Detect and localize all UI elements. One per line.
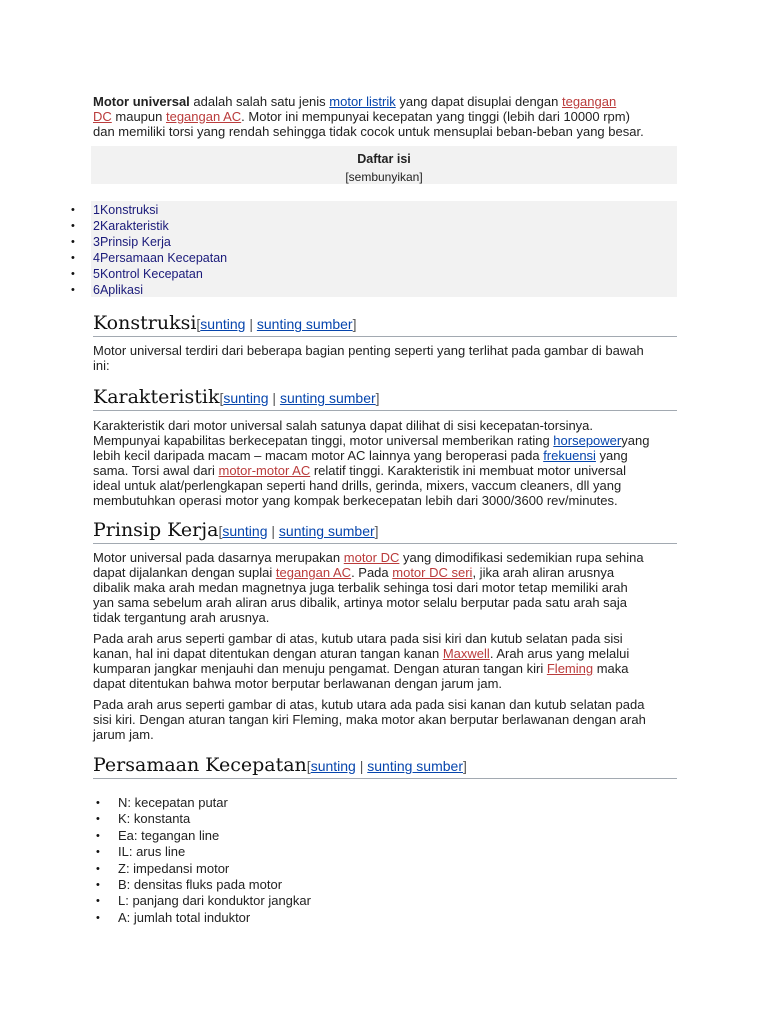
link-tegangan-dc-part1[interactable]: tegangan [561,94,617,109]
link-horsepower[interactable]: horsepower [553,433,622,448]
prinsip-paragraph-1: Motor universal pada dasarnya merupakan motor DC yang dimodifikasi sedemikian rupa sehina dapat dijalankan dengan suplai tegangan AC. Pada motor DC seri, jika arah aliran arusnya dibalik maka arah medan magnetnya juga terbalik sehinga tosi dari motor tetap memiliki arah yan sama sebelum arah aliran arus dibalik, artinya motor selalu berputar pada satu arah saja tidak tergantung arah arusnya. [93,550,644,625]
link-frekuensi[interactable]: frekuensi [543,448,596,463]
list-item: • Z: impedansi motor [118,861,311,877]
toc-item-aplikasi[interactable]: • 6Aplikasi [93,282,227,298]
link-motor-dc-seri[interactable]: motor DC seri [392,565,473,580]
list-item: • A: jumlah total induktor [118,910,311,926]
edit-link[interactable]: sunting [223,390,269,406]
link-tegangan-ac[interactable]: tegangan AC [275,565,352,580]
edit-links: [sunting | sunting sumber] [196,316,357,332]
link-motor-listrik[interactable]: motor listrik [329,94,396,109]
edit-source-link[interactable]: sunting sumber [256,316,353,332]
edit-link[interactable]: sunting [310,758,356,774]
toc-list [91,201,677,297]
toc-hide-toggle[interactable]: [sembunyikan] [345,170,423,184]
link-maxwell[interactable]: Maxwell [442,646,490,661]
link-tegangan-ac[interactable]: tegangan AC [165,109,242,124]
edit-link[interactable]: sunting [200,316,246,332]
intro-bold-term: Motor universal [93,94,190,109]
list-item: • K: konstanta [118,811,311,827]
karakteristik-paragraph: Karakteristik dari motor universal salah satunya dapat dilihat di sisi kecepatan-torsinya. Mempunyai kapabilitas berkecepatan tinggi, motor universal memberikan rating horsepoweryang lebih kecil daripada macam – macam motor AC lainnya yang beroperasi pada frekuensi yang sama. Torsi awal dari motor-motor AC relatif tinggi. Karakteristik ini membuat motor universal ideal untuk alat/perlengkapan seperti hand drills, gerinda, mixers, vaccum cleaners, dll yang membutuhkan operasi motor yang kompak berkecepatan lebih dari 3000/3600 rev/minutes. [93,418,650,508]
toc-item-karakteristik[interactable]: • 2Karakteristik [93,218,227,234]
link-motor-dc[interactable]: motor DC [343,550,400,565]
toc-item-prinsip-kerja[interactable]: • 3Prinsip Kerja [93,234,227,250]
toc-item-kontrol-kecepatan[interactable]: • 5Kontrol Kecepatan [93,266,227,282]
heading-konstruksi: Konstruksi[sunting | sunting sumber] [93,312,677,337]
edit-link[interactable]: sunting [222,523,268,539]
edit-links: [sunting | sunting sumber] [219,390,380,406]
edit-links: [sunting | sunting sumber] [306,758,467,774]
toc-item-konstruksi[interactable]: • 1Konstruksi [93,202,227,218]
edit-links: [sunting | sunting sumber] [218,523,379,539]
toc-header [91,146,677,184]
heading-persamaan-kecepatan: Persamaan Kecepatan[sunting | sunting sumber] [93,754,677,779]
link-tegangan-dc-part2[interactable]: DC [93,109,112,124]
heading-prinsip-kerja: Prinsip Kerja[sunting | sunting sumber] [93,519,677,544]
toc-title: Daftar isi [357,152,411,166]
prinsip-paragraph-3: Pada arah arus seperti gambar di atas, kutub utara ada pada sisi kanan dan kutub selatan pada sisi kiri. Dengan aturan tangan kiri Fleming, maka motor akan berputar berlawanan dengan arah jarum jam. [93,697,646,742]
edit-source-link[interactable]: sunting sumber [278,523,375,539]
link-motor-motor-ac[interactable]: motor-motor AC [218,463,311,478]
edit-source-link[interactable]: sunting sumber [279,390,376,406]
variable-list [118,795,311,926]
link-fleming[interactable]: Fleming [546,661,594,676]
prinsip-paragraph-2: Pada arah arus seperti gambar di atas, kutub utara pada sisi kiri dan kutub selatan pada sisi kanan, hal ini dapat ditentukan dengan aturan tangan kanan Maxwell. Arah arus yang melalui kumparan jangkar menjauhi dan menuju pengamat. Dengan aturan tangan kiri Fleming maka dapat ditentukan bahwa motor berputar berlawanan dengan jarum jam. [93,631,630,691]
heading-karakteristik: Karakteristik[sunting | sunting sumber] [93,386,677,411]
edit-source-link[interactable]: sunting sumber [367,758,463,774]
list-item: • L: panjang dari konduktor jangkar [118,893,311,909]
konstruksi-paragraph: Motor universal terdiri dari beberapa bagian penting seperti yang terlihat pada gambar di bawah ini: [93,343,644,373]
toc-item-persamaan-kecepatan[interactable]: • 4Persamaan Kecepatan [93,250,227,266]
list-item: • B: densitas fluks pada motor [118,877,311,893]
list-item: • IL: arus line [118,844,311,860]
list-item: • Ea: tegangan line [118,828,311,844]
list-item: • N: kecepatan putar [118,795,311,811]
intro-paragraph: Motor universal adalah salah satu jenis motor listrik yang dapat disuplai dengan tegangan DC maupun tegangan AC. Motor ini mempunyai kecepatan yang tinggi (lebih dari 10000 rpm) dan memiliki torsi yang rendah sehingga tidak cocok untuk mensuplai beban-beban yang besar. [93,94,644,139]
